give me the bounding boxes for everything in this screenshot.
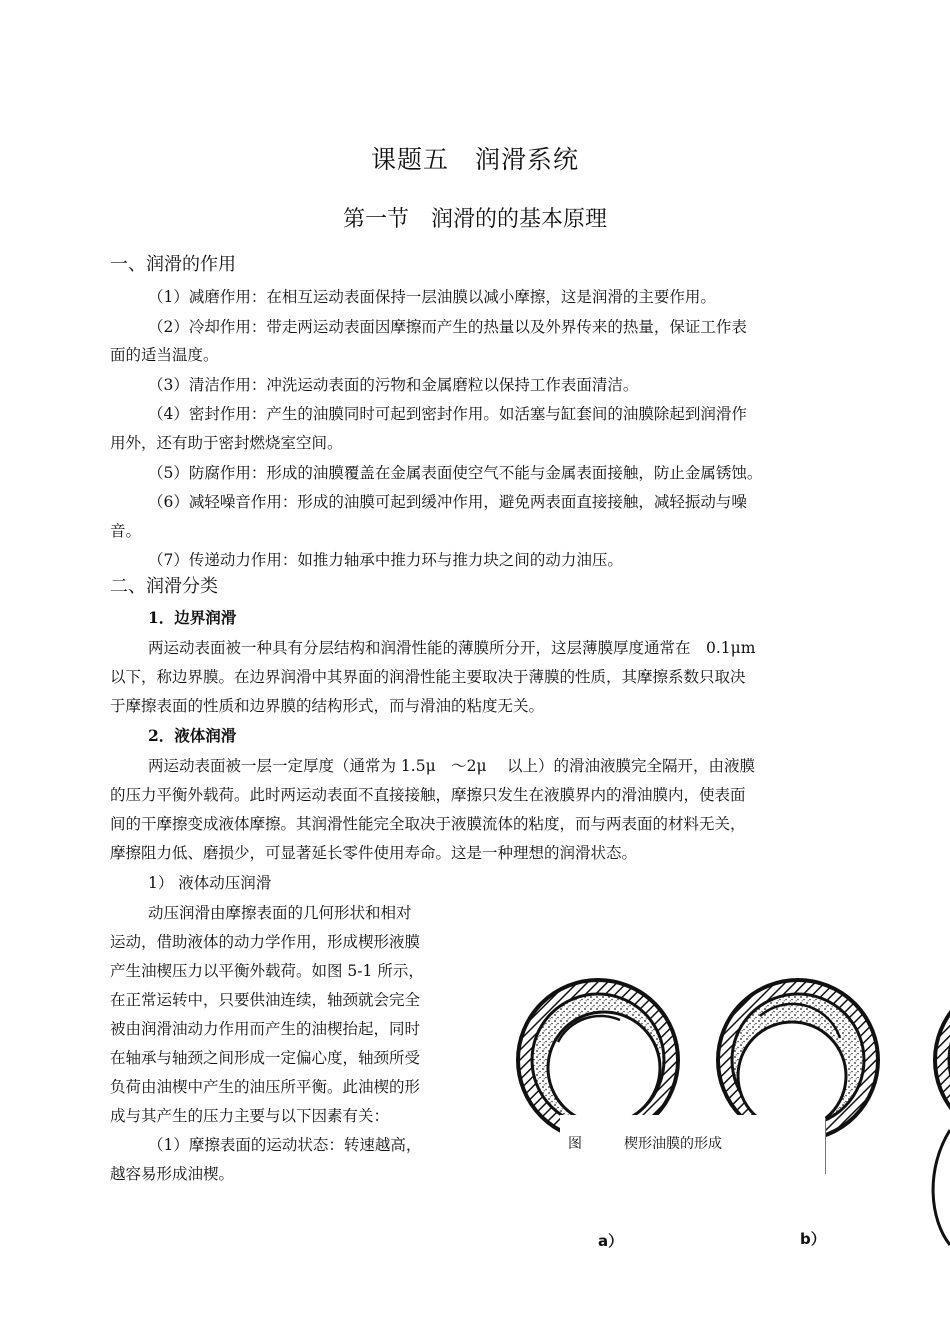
body-line: （2）冷却作用：带走两运动表面因摩擦而产生的热量以及外界传来的热量，保证工作表 <box>148 318 747 336</box>
section-heading: 一、润滑的作用 <box>110 254 236 275</box>
body-line: 以下，称边界膜。在边界润滑中其界面的润滑性能主要取决于薄膜的性质，其摩擦系数只取决 <box>110 668 746 686</box>
caption-text: 楔形油膜的形成 <box>624 1136 722 1152</box>
body-line: 面的适当温度。 <box>110 346 219 364</box>
body-line: 越容易形成油楔。 <box>110 1165 235 1183</box>
body-line: 两运动表面被一层一定厚度（通常为 1.5μ ～2μ 以上）的滑油液膜完全隔开，由液膜 <box>148 757 756 775</box>
body-line: 动压润滑由摩擦表面的几何形状和相对 <box>148 904 412 922</box>
body-line: 摩擦阻力低、磨损少，可显著延长零件使用寿命。这是一种理想的润滑状态。 <box>110 844 638 862</box>
body-line: 负荷由油楔中产生的油压所平衡。此油楔的形 <box>110 1078 421 1096</box>
body-line: 用外，还有助于密封燃烧室空间。 <box>110 434 343 452</box>
body-line: 成与其产生的压力主要与以下因素有关： <box>110 1107 390 1125</box>
oil-wedge-figure <box>500 960 950 1280</box>
page-title: 课题五 润滑系统 <box>370 145 579 174</box>
body-line: 音。 <box>110 522 142 540</box>
body-line: 于摩擦表面的性质和边界膜的结构形式，而与滑油的粘度无关。 <box>110 697 545 715</box>
figure-caption <box>568 1133 722 1153</box>
body-line: （1）摩擦表面的运动状态：转速越高， <box>148 1136 422 1154</box>
body-line: 1） 液体动压润滑 <box>148 874 272 892</box>
figure-divider <box>825 1118 826 1174</box>
body-line: 被由润滑油动力作用而产生的油楔抬起，同时 <box>110 1020 421 1038</box>
body-line: 2．液体润滑 <box>148 726 237 745</box>
body-line: （7）传递动力作用：如推力轴承中推力环与推力块之间的动力油压。 <box>148 551 623 569</box>
body-line: 间的干摩擦变成液体摩擦。其润滑性能完全取决于液膜流体的粘度，而与两表面的材料无关， <box>110 815 746 833</box>
body-line: 产生油楔压力以平衡外载荷。如图 5-1 所示， <box>110 962 424 980</box>
bearing-c-diagram <box>933 980 950 1245</box>
body-line: （1）减磨作用：在相互运动表面保持一层油膜以减小摩擦，这是润滑的主要作用。 <box>148 288 716 306</box>
section-heading: 二、润滑分类 <box>110 576 218 597</box>
body-line: （4）密封作用：产生的油膜同时可起到密封作用。如活塞与缸套间的油膜除起到润滑作 <box>148 405 747 423</box>
body-line: 在正常运转中，只要供油连续，轴颈就会完全 <box>110 991 421 1009</box>
figure-label-b: b） <box>800 1230 826 1248</box>
body-line: （5）防腐作用：形成的油膜覆盖在金属表面使空气不能与金属表面接触，防止金属锈蚀。 <box>148 464 763 482</box>
body-line: 运动，借助液体的动力学作用，形成楔形液膜 <box>110 933 421 951</box>
figure-label-a: a） <box>598 1232 624 1250</box>
section-title: 第一节 润滑的的基本原理 <box>342 207 607 232</box>
body-line: 两运动表面被一种具有分层结构和润滑性能的薄膜所分开，这层薄膜厚度通常在 0.1μm <box>148 639 756 657</box>
body-line: 1．边界润滑 <box>148 608 237 627</box>
body-line: （3）清洁作用：冲洗运动表面的污物和金属磨粒以保持工作表面清洁。 <box>148 376 639 394</box>
caption-prefix: 图 <box>568 1136 582 1152</box>
body-line: 在轴承与轴颈之间形成一定偏心度，轴颈所受 <box>110 1049 421 1067</box>
body-line: （6）减轻噪音作用：形成的油膜可起到缓冲作用，避免两表面直接接触，减轻振动与噪 <box>148 493 747 511</box>
body-line: 的压力平衡外载荷。此时两运动表面不直接接触，摩擦只发生在液膜界内的滑油膜内，使表面 <box>110 786 746 804</box>
